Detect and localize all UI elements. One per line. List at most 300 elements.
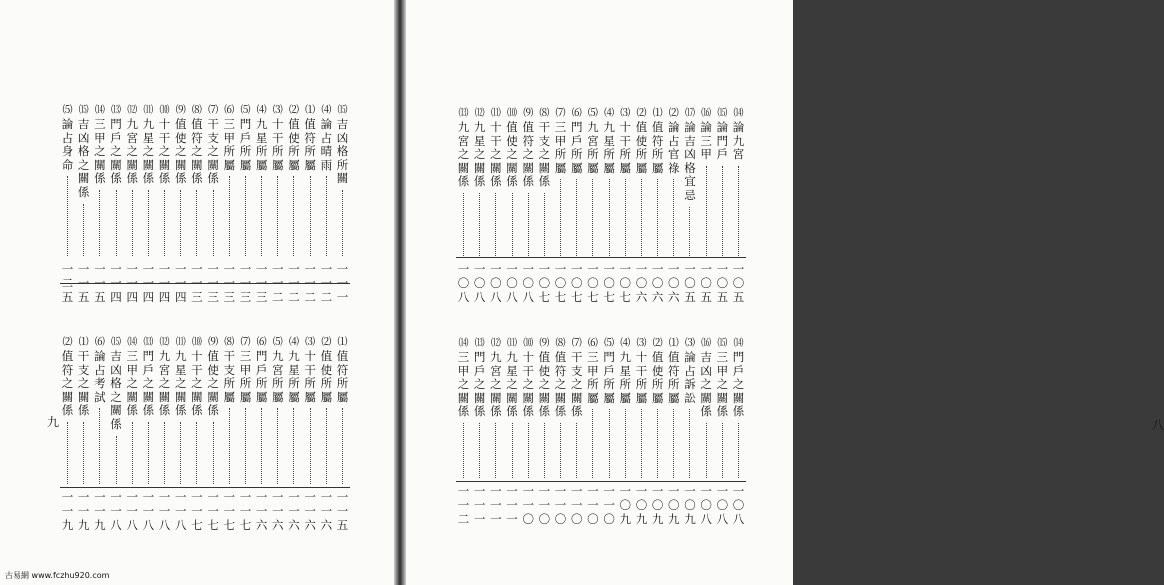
book-gutter bbox=[394, 0, 406, 585]
toc-leader-dots bbox=[164, 422, 165, 484]
toc-entry-title: 九 星 之 關 係 bbox=[142, 117, 155, 186]
toc-entry-title: 九 宮 之 關 係 bbox=[457, 120, 470, 189]
toc-leader-dots bbox=[83, 204, 84, 256]
toc-leader-dots bbox=[99, 408, 100, 484]
toc-divider-rule bbox=[456, 257, 746, 258]
right-lower-toc-block bbox=[456, 338, 746, 534]
toc-entry-page-number: 一 〇 九 bbox=[635, 484, 648, 526]
toc-leader-dots bbox=[245, 176, 246, 256]
toc-entry-number: ⑵ bbox=[636, 108, 647, 119]
toc-entry-title: 九 星 所 屬 bbox=[619, 350, 631, 405]
toc-entry-page-number: 一 一 一 bbox=[506, 484, 518, 526]
toc-entry-page-number: 一 一 七 bbox=[239, 490, 252, 532]
toc-leader-dots bbox=[116, 436, 117, 484]
toc-entry-page-number: 一 一 七 bbox=[223, 490, 235, 532]
toc-entry-page-number: 一 一 八 bbox=[110, 490, 122, 532]
toc-entry-number: ⒀ bbox=[474, 338, 485, 349]
toc-entry-number: ⒂ bbox=[78, 105, 89, 116]
toc-leader-dots bbox=[229, 408, 230, 484]
toc-leader-dots bbox=[689, 409, 690, 478]
toc-entry-page-number: 一 〇 八 bbox=[506, 262, 518, 304]
toc-entry-page-number: 一 〇 九 bbox=[684, 484, 696, 526]
toc-entry-page-number: 一 一 三 bbox=[191, 262, 203, 304]
toc-leader-dots bbox=[738, 423, 739, 478]
toc-leader-dots bbox=[277, 176, 278, 256]
toc-entry-title: 干 支 之 關 係 bbox=[570, 350, 583, 419]
toc-entry-number: ⑽ bbox=[507, 108, 518, 119]
toc-entry-number: ⑼ bbox=[539, 338, 550, 349]
toc-entry-page-number: 一 〇 八 bbox=[522, 262, 534, 304]
toc-entry-page-number: 一 一 二 bbox=[320, 262, 333, 304]
toc-entry-title: 門 戶 所 屬 bbox=[239, 117, 252, 172]
toc-entry-number: ⑹ bbox=[571, 108, 582, 119]
toc-entry-number: ⑽ bbox=[523, 338, 534, 349]
toc-entry-page-number: 一 一 五 bbox=[336, 490, 349, 532]
toc-entry-page-number: 一 一 七 bbox=[191, 490, 203, 532]
toc-entry-title: 三 甲 所 屬 bbox=[554, 120, 567, 175]
toc-entry-number: ⑴ bbox=[652, 108, 663, 119]
toc-entry-title: 論 占 官 祿 bbox=[668, 120, 680, 175]
toc-leader-dots bbox=[495, 193, 496, 256]
toc-entry-title: 值 符 之 關 係 bbox=[554, 350, 567, 419]
toc-entry-number: ⒄ bbox=[684, 108, 695, 119]
toc-leader-dots bbox=[689, 207, 690, 256]
toc-leader-dots bbox=[342, 408, 343, 484]
toc-entry-number: ⑵ bbox=[668, 108, 679, 119]
toc-leader-dots bbox=[576, 179, 577, 256]
toc-entry-title: 十 干 所 屬 bbox=[619, 120, 631, 175]
toc-entry-number: ⒁ bbox=[127, 337, 138, 348]
toc-entry-number: ⒁ bbox=[733, 338, 744, 349]
toc-entry-page-number: 一 一 四 bbox=[110, 262, 122, 304]
toc-entry-title: 門 戶 之 關 係 bbox=[142, 349, 155, 418]
toc-leader-dots bbox=[99, 190, 100, 256]
toc-leader-dots bbox=[293, 176, 294, 256]
toc-leader-dots bbox=[463, 423, 464, 478]
toc-leader-dots bbox=[83, 422, 84, 484]
toc-entry-number: ⑷ bbox=[604, 108, 615, 119]
toc-leader-dots bbox=[479, 193, 480, 256]
toc-entry-page-number: 一 一 四 bbox=[158, 262, 171, 304]
toc-entry-title: 論 九 宮 bbox=[732, 120, 745, 162]
toc-entry-page-number: 一 〇 五 bbox=[732, 262, 745, 304]
toc-entry-title: 九 星 所 屬 bbox=[603, 120, 615, 175]
toc-entry-title: 三 甲 之 關 係 bbox=[94, 117, 106, 186]
toc-entry-title: 論 占 訴 訟 bbox=[684, 350, 696, 405]
toc-entry-number: ⒃ bbox=[701, 338, 712, 349]
toc-entry-number: ⒂ bbox=[717, 108, 728, 119]
toc-entry-number: ⑽ bbox=[159, 105, 170, 116]
toc-entry-title: 論 三 甲 bbox=[700, 120, 712, 162]
toc-entry-number: ⒀ bbox=[458, 108, 469, 119]
toc-entry-number: ⑶ bbox=[272, 105, 283, 116]
toc-leader-dots bbox=[625, 409, 626, 478]
toc-entry-page-number: 一 一 九 bbox=[94, 490, 106, 532]
toc-entry-title: 吉 凶 格 所 關 bbox=[336, 117, 349, 186]
toc-entry-number: ⑵ bbox=[288, 105, 299, 116]
toc-entry-title: 值 符 所 屬 bbox=[304, 117, 316, 172]
toc-leader-dots bbox=[229, 176, 230, 256]
toc-leader-dots bbox=[310, 408, 311, 484]
right-upper-toc-block bbox=[456, 108, 746, 312]
toc-entry-title: 三 甲 之 關 係 bbox=[457, 350, 470, 419]
toc-leader-dots bbox=[164, 190, 165, 256]
toc-entry-page-number: 一 〇 九 bbox=[651, 484, 664, 526]
toc-leader-dots bbox=[261, 408, 262, 484]
toc-entry-page-number: 一 一 九 bbox=[61, 490, 74, 532]
toc-entry-title: 干 支 之 關 係 bbox=[77, 349, 90, 418]
toc-entry-number: ⑻ bbox=[539, 108, 550, 119]
toc-leader-dots bbox=[722, 166, 723, 256]
toc-leader-dots bbox=[132, 422, 133, 484]
toc-leader-dots bbox=[657, 179, 658, 256]
toc-leader-dots bbox=[196, 422, 197, 484]
toc-entry-page-number: 一 一 〇 bbox=[603, 484, 615, 526]
toc-entry-number: ⑻ bbox=[224, 337, 235, 348]
toc-entry-number: ⑿ bbox=[159, 337, 170, 348]
toc-leader-dots bbox=[706, 423, 707, 478]
toc-entry-page-number: 一 一 一 bbox=[336, 262, 349, 304]
toc-entry-number: ⑹ bbox=[256, 337, 267, 348]
toc-leader-dots bbox=[67, 422, 68, 484]
toc-entry-title: 十 干 之 關 係 bbox=[191, 349, 203, 418]
toc-entry-title: 門 戶 之 關 係 bbox=[110, 117, 122, 186]
toc-leader-dots bbox=[576, 423, 577, 478]
toc-entry-number: ⑶ bbox=[684, 338, 695, 349]
toc-entry-number: ⒀ bbox=[111, 105, 122, 116]
toc-leader-dots bbox=[148, 422, 149, 484]
toc-leader-dots bbox=[560, 179, 561, 256]
toc-entry-title: 三 甲 所 屬 bbox=[239, 349, 252, 404]
toc-leader-dots bbox=[625, 179, 626, 256]
toc-entry-page-number: 一 一 七 bbox=[207, 490, 219, 532]
toc-leader-dots bbox=[528, 193, 529, 256]
toc-entry-title: 門 戶 所 屬 bbox=[570, 120, 583, 175]
toc-entry-number: ⑾ bbox=[490, 108, 501, 119]
toc-entry-number: ⑾ bbox=[175, 337, 186, 348]
toc-entry-page-number: 一 〇 九 bbox=[619, 484, 631, 526]
toc-entry-title: 九 宮 之 關 係 bbox=[126, 117, 138, 186]
toc-entry-page-number: 一 〇 八 bbox=[732, 484, 745, 526]
toc-entry-number: ⑶ bbox=[305, 337, 316, 348]
toc-entry-page-number: 一 一 六 bbox=[320, 490, 333, 532]
toc-leader-dots bbox=[673, 409, 674, 478]
toc-entry-title: 九 宮 所 屬 bbox=[272, 349, 284, 404]
toc-entry-title: 十 干 所 屬 bbox=[304, 349, 316, 404]
toc-entry-page-number: 一 一 八 bbox=[158, 490, 171, 532]
toc-entry-page-number: 一 一 〇 bbox=[522, 484, 534, 526]
toc-entry-title: 門 戶 所 屬 bbox=[603, 350, 615, 405]
toc-entry-number: ⑷ bbox=[321, 105, 332, 116]
toc-entry-number: ⑺ bbox=[208, 105, 219, 116]
toc-entry-title: 干 支 所 屬 bbox=[223, 349, 235, 404]
toc-entry-page-number: 一 〇 七 bbox=[538, 262, 551, 304]
toc-entry-number: ⑷ bbox=[256, 105, 267, 116]
toc-entry-page-number: 一 一 一 bbox=[490, 484, 502, 526]
toc-entry-title: 值 符 所 屬 bbox=[668, 350, 680, 405]
toc-leader-dots bbox=[592, 409, 593, 478]
toc-leader-dots bbox=[342, 190, 343, 256]
toc-leader-dots bbox=[116, 190, 117, 256]
toc-entry-number: ⑶ bbox=[636, 338, 647, 349]
toc-entry-title: 九 星 所 屬 bbox=[255, 117, 268, 172]
toc-entry-title: 十 干 所 屬 bbox=[635, 350, 648, 405]
toc-entry-title: 值 符 所 屬 bbox=[336, 349, 349, 404]
toc-entry-page-number: 一 〇 七 bbox=[587, 262, 599, 304]
toc-entry-title: 值 使 所 屬 bbox=[320, 349, 333, 404]
toc-entry-number: ⑺ bbox=[240, 337, 251, 348]
left-upper-toc-block bbox=[60, 105, 350, 312]
toc-entry-title: 九 宮 之 關 係 bbox=[490, 350, 502, 419]
toc-entry-page-number: 一 一 二 bbox=[457, 484, 470, 526]
toc-entry-number: ⑻ bbox=[191, 105, 202, 116]
toc-entry-title: 門 戶 所 屬 bbox=[255, 349, 268, 404]
toc-entry-number: ⒀ bbox=[143, 337, 154, 348]
toc-entry-number: ⑼ bbox=[175, 105, 186, 116]
toc-entry-title: 九 宮 之 關 係 bbox=[158, 349, 171, 418]
left-lower-toc-block bbox=[60, 337, 350, 540]
toc-leader-dots bbox=[245, 408, 246, 484]
toc-entry-title: 三 甲 所 屬 bbox=[223, 117, 235, 172]
toc-entry-number: ⑸ bbox=[272, 337, 283, 348]
toc-entry-page-number: 一 一 三 bbox=[223, 262, 235, 304]
toc-entry-title: 論 占 身 命 bbox=[61, 117, 74, 172]
toc-entry-number: ⒁ bbox=[94, 105, 105, 116]
toc-entry-page-number: 一 〇 八 bbox=[457, 262, 470, 304]
toc-entry-page-number: 一 〇 五 bbox=[700, 262, 712, 304]
toc-entry-page-number: 一 〇 八 bbox=[473, 262, 486, 304]
toc-entry-number: ⑵ bbox=[652, 338, 663, 349]
toc-entry-title: 值 使 之 關 係 bbox=[506, 120, 518, 189]
toc-leader-dots bbox=[706, 166, 707, 256]
toc-entry-title: 論 占 晴 雨 bbox=[320, 117, 333, 172]
toc-entry-number: ⑸ bbox=[604, 338, 615, 349]
toc-entry-title: 值 符 所 屬 bbox=[651, 120, 664, 175]
toc-entry-page-number: 一 一 八 bbox=[142, 490, 155, 532]
toc-entry-title: 干 支 之 關 係 bbox=[538, 120, 551, 189]
toc-entry-number: ⒁ bbox=[733, 108, 744, 119]
toc-entry-page-number: 一 一 四 bbox=[174, 262, 187, 304]
toc-entry-number: ⒂ bbox=[337, 105, 348, 116]
toc-entry-title: 門 戶 之 關 係 bbox=[732, 350, 745, 419]
toc-leader-dots bbox=[463, 193, 464, 256]
toc-entry-number: ⑹ bbox=[587, 338, 598, 349]
toc-entry-title: 論 門 戶 bbox=[716, 120, 729, 162]
toc-entry-title: 三 甲 之 關 係 bbox=[716, 350, 729, 419]
toc-entry-title: 十 干 之 關 係 bbox=[158, 117, 171, 186]
toc-leader-dots bbox=[132, 190, 133, 256]
toc-leader-dots bbox=[310, 176, 311, 256]
toc-entry-number: ⒂ bbox=[717, 338, 728, 349]
toc-leader-dots bbox=[495, 423, 496, 478]
toc-leader-dots bbox=[180, 190, 181, 256]
toc-entry-title: 吉 凶 之 關 係 bbox=[700, 350, 712, 419]
left-page bbox=[0, 0, 394, 585]
toc-divider-rule bbox=[60, 487, 350, 488]
toc-leader-dots bbox=[722, 423, 723, 478]
toc-entry-page-number: 一 〇 七 bbox=[603, 262, 615, 304]
toc-leader-dots bbox=[148, 190, 149, 256]
toc-leader-dots bbox=[512, 423, 513, 478]
toc-entry-page-number: 一 一 五 bbox=[77, 262, 90, 304]
toc-leader-dots bbox=[213, 190, 214, 256]
toc-entry-title: 值 使 之 關 係 bbox=[174, 117, 187, 186]
toc-entry-number: ⑼ bbox=[523, 108, 534, 119]
toc-entry-number: ⑼ bbox=[208, 337, 219, 348]
toc-entry-title: 吉 凶 格 之 關 係 bbox=[77, 117, 90, 199]
toc-entry-page-number: 一 〇 六 bbox=[651, 262, 664, 304]
toc-entry-number: ⑵ bbox=[62, 337, 73, 348]
toc-leader-dots bbox=[673, 179, 674, 256]
toc-leader-dots bbox=[326, 176, 327, 256]
toc-leader-dots bbox=[544, 423, 545, 478]
toc-entry-number: ⑷ bbox=[620, 338, 631, 349]
toc-entry-page-number: 一 一 四 bbox=[126, 262, 138, 304]
toc-entry-number: ⑻ bbox=[555, 338, 566, 349]
toc-entry-title: 論 占 考 試 bbox=[94, 349, 106, 404]
toc-leader-dots bbox=[326, 408, 327, 484]
toc-entry-number: ⑿ bbox=[127, 105, 138, 116]
toc-entry-title: 九 星 所 屬 bbox=[288, 349, 300, 404]
toc-entry-page-number: 一 一 六 bbox=[304, 490, 316, 532]
toc-entry-page-number: 一 〇 八 bbox=[490, 262, 502, 304]
toc-entry-title: 九 宮 所 屬 bbox=[587, 120, 599, 175]
toc-entry-number: ⑴ bbox=[337, 337, 348, 348]
toc-entry-page-number: 一 二 五 bbox=[61, 262, 74, 304]
toc-entry-page-number: 一 〇 八 bbox=[700, 484, 712, 526]
toc-entry-number: ⑺ bbox=[555, 108, 566, 119]
toc-entry-page-number: 一 一 六 bbox=[255, 490, 268, 532]
toc-entry-title: 值 符 之 關 係 bbox=[61, 349, 74, 418]
toc-entry-page-number: 一 〇 八 bbox=[716, 484, 729, 526]
toc-entry-number: ⑿ bbox=[474, 108, 485, 119]
toc-entry-page-number: 一 一 八 bbox=[126, 490, 138, 532]
toc-leader-dots bbox=[512, 193, 513, 256]
toc-entry-page-number: 一 一 四 bbox=[142, 262, 155, 304]
toc-entry-number: ⑷ bbox=[288, 337, 299, 348]
toc-entry-page-number: 一 一 一 bbox=[473, 484, 486, 526]
toc-leader-dots bbox=[479, 423, 480, 478]
toc-leader-dots bbox=[641, 409, 642, 478]
toc-entry-page-number: 一 一 〇 bbox=[538, 484, 551, 526]
toc-entry-page-number: 一 〇 九 bbox=[668, 484, 680, 526]
toc-entry-page-number: 一 一 九 bbox=[77, 490, 90, 532]
right-page bbox=[406, 0, 1164, 585]
toc-entry-page-number: 一 一 五 bbox=[94, 262, 106, 304]
toc-leader-dots bbox=[560, 423, 561, 478]
toc-entry-page-number: 一 一 三 bbox=[255, 262, 268, 304]
toc-leader-dots bbox=[738, 166, 739, 256]
toc-entry-number: ⒂ bbox=[111, 337, 122, 348]
toc-entry-number: ⑸ bbox=[240, 105, 251, 116]
toc-entry-page-number: 一 〇 七 bbox=[570, 262, 583, 304]
toc-entry-page-number: 一 〇 七 bbox=[554, 262, 567, 304]
toc-entry-page-number: 一 〇 五 bbox=[684, 262, 696, 304]
toc-leader-dots bbox=[609, 409, 610, 478]
toc-leader-dots bbox=[196, 190, 197, 256]
toc-entry-page-number: 一 〇 六 bbox=[635, 262, 648, 304]
toc-entry-title: 十 干 所 屬 bbox=[272, 117, 284, 172]
toc-entry-title: 干 支 之 關 係 bbox=[207, 117, 219, 186]
toc-entry-page-number: 一 〇 五 bbox=[716, 262, 729, 304]
toc-leader-dots bbox=[67, 176, 68, 256]
toc-entry-page-number: 一 一 八 bbox=[174, 490, 187, 532]
toc-leader-dots bbox=[592, 179, 593, 256]
toc-entry-title: 值 使 所 屬 bbox=[635, 120, 648, 175]
toc-entry-page-number: 一 〇 七 bbox=[619, 262, 631, 304]
toc-entry-title: 九 星 之 關 係 bbox=[506, 350, 518, 419]
toc-entry-number: ⑿ bbox=[490, 338, 501, 349]
toc-entry-page-number: 一 一 〇 bbox=[554, 484, 567, 526]
toc-entry-title: 十 干 之 關 係 bbox=[522, 350, 534, 419]
toc-entry-title: 三 甲 之 關 係 bbox=[126, 349, 138, 418]
toc-entry-title: 吉 凶 格 之 關 係 bbox=[110, 349, 122, 431]
toc-entry-number: ⒃ bbox=[701, 108, 712, 119]
toc-entry-page-number: 一 一 〇 bbox=[587, 484, 599, 526]
toc-entry-title: 十 干 之 關 係 bbox=[490, 120, 502, 189]
toc-entry-title: 九 星 之 關 係 bbox=[473, 120, 486, 189]
toc-entry-number: ⑾ bbox=[143, 105, 154, 116]
toc-entry-number: ⑺ bbox=[571, 338, 582, 349]
toc-entry-page-number: 一 一 〇 bbox=[570, 484, 583, 526]
toc-entry-number: ⑹ bbox=[94, 337, 105, 348]
toc-leader-dots bbox=[544, 193, 545, 256]
toc-entry-page-number: 一 一 三 bbox=[207, 262, 219, 304]
toc-leader-dots bbox=[528, 423, 529, 478]
toc-leader-dots bbox=[641, 179, 642, 256]
toc-entry-number: ⑴ bbox=[305, 105, 316, 116]
toc-entry-title: 值 使 所 屬 bbox=[288, 117, 300, 172]
toc-entry-title: 值 使 之 關 係 bbox=[207, 349, 219, 418]
toc-entry-page-number: 一 一 三 bbox=[239, 262, 252, 304]
toc-entry-number: ⑹ bbox=[224, 105, 235, 116]
toc-entry-title: 值 使 之 關 係 bbox=[538, 350, 551, 419]
toc-entry-number: ⒁ bbox=[458, 338, 469, 349]
toc-entry-title: 值 符 之 關 係 bbox=[191, 117, 203, 186]
toc-entry-page-number: 一 一 六 bbox=[288, 490, 300, 532]
toc-entry-number: ⑸ bbox=[62, 105, 73, 116]
toc-entry-page-number: 一 一 二 bbox=[304, 262, 316, 304]
toc-entry-page-number: 一 一 二 bbox=[272, 262, 284, 304]
website-watermark: 古易網 www.fczhu920.com bbox=[2, 570, 112, 581]
toc-leader-dots bbox=[213, 422, 214, 484]
toc-leader-dots bbox=[609, 179, 610, 256]
toc-entry-page-number: 一 一 二 bbox=[288, 262, 300, 304]
toc-entry-number: ⑴ bbox=[78, 337, 89, 348]
toc-entry-page-number: 一 一 六 bbox=[272, 490, 284, 532]
toc-leader-dots bbox=[180, 422, 181, 484]
left-page-folio: 九 bbox=[47, 415, 60, 429]
toc-entry-number: ⑸ bbox=[587, 108, 598, 119]
toc-entry-number: ⑽ bbox=[191, 337, 202, 348]
toc-divider-rule bbox=[456, 481, 746, 482]
toc-leader-dots bbox=[261, 176, 262, 256]
toc-leader-dots bbox=[293, 408, 294, 484]
toc-leader-dots bbox=[277, 408, 278, 484]
toc-entry-title: 三 甲 所 屬 bbox=[587, 350, 599, 405]
toc-entry-number: ⑶ bbox=[620, 108, 631, 119]
toc-leader-dots bbox=[657, 409, 658, 478]
toc-entry-number: ⑾ bbox=[507, 338, 518, 349]
toc-entry-number: ⑴ bbox=[668, 338, 679, 349]
toc-entry-number: ⑵ bbox=[321, 337, 332, 348]
toc-entry-title: 論 吉 凶 格 宜 忌 bbox=[684, 120, 696, 202]
toc-entry-title: 值 使 所 屬 bbox=[651, 350, 664, 405]
right-page-folio: 八 bbox=[1152, 418, 1164, 432]
toc-entry-title: 門 戶 之 關 係 bbox=[473, 350, 486, 419]
toc-entry-title: 值 符 之 關 係 bbox=[522, 120, 534, 189]
toc-entry-title: 九 星 之 關 係 bbox=[174, 349, 187, 418]
